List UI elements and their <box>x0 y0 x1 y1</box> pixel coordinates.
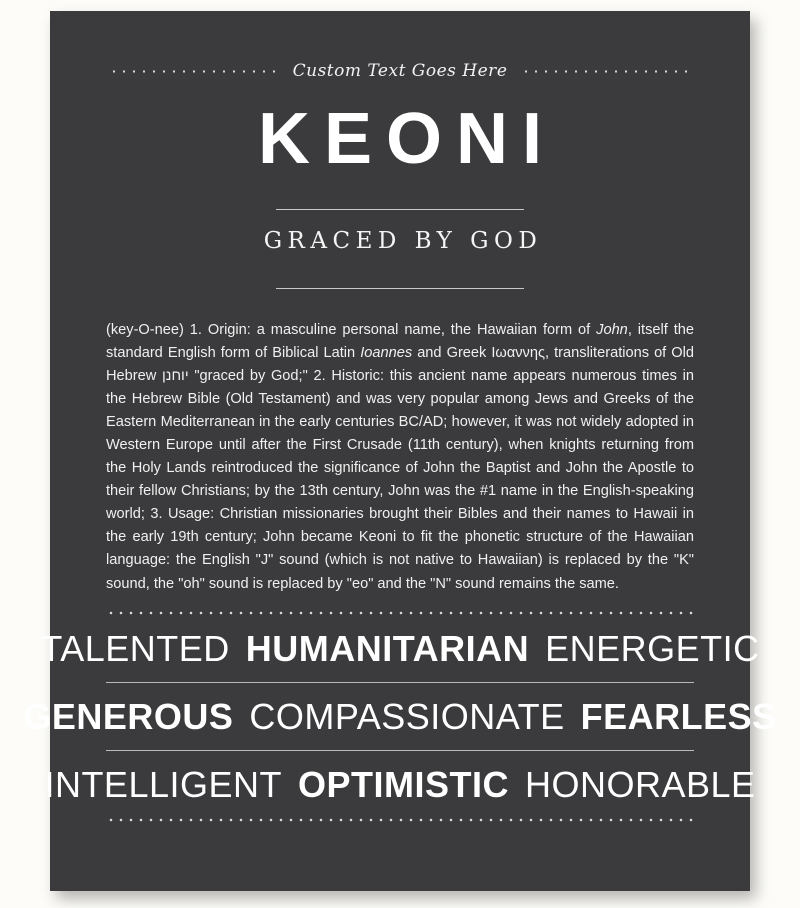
name-description: (key-O-nee) 1. Origin: a masculine personal name, the Hawaiian form of John, itself the standard English form of Biblical Latin Ioannes and Greek Ιωαννης, transliterations of Old Hebrew יוחנן "graced by God;" 2. Historic: this ancient name appears numerous times in the Hebrew Bible (Old Testament) and was very popular among Jews and Greeks of the Eastern Mediterranean in the early centuries BC/AD; however, it was not widely adopted in Western Europe until after the First Crusade (11th century), when knights returning from the Holy Lands reintroduced the significance of John the Baptist and John the Apostle to their fellow Christians; by the 13th century, John was the #1 name in the English-speaking world; 3. Usage: Christian missionaries brought their Bibles and their names to Hawaii in the early 19th century; John became Keoni to fit the phonetic structure of the Hawaiian language: the English "J" sound (which is not native to Hawaiian) is replaced by the "K" sound, the "oh" sound is replaced by "eo" and the "N" sound remains the same. <box>106 322 694 592</box>
trait-row-1 <box>40 615 760 682</box>
trait-row-2 <box>23 683 777 750</box>
name-meaning: GRACED BY GOD <box>263 228 543 254</box>
rule-below-meaning-wrap <box>78 288 722 289</box>
trait-word: INTELLIGENT <box>44 764 282 805</box>
poster-content <box>23 11 777 891</box>
trait-word: FEARLESS <box>580 696 777 737</box>
poster-name: KEONI <box>257 99 557 179</box>
trait-word: TALENTED <box>40 628 230 669</box>
trait-word: ENERGETIC <box>545 628 760 669</box>
rule-above-meaning-wrap <box>78 209 722 210</box>
custom-text: Custom Text Goes Here <box>292 61 508 81</box>
traits-section <box>23 611 777 822</box>
rule-above-meaning <box>276 209 524 210</box>
rule-below-meaning <box>276 288 524 289</box>
trait-word: OPTIMISTIC <box>298 764 509 805</box>
trait-word: HUMANITARIAN <box>245 628 530 669</box>
trait-word: GENEROUS <box>23 696 234 737</box>
traits-bottom-dotted-rule <box>106 818 694 822</box>
trait-word: HONORABLE <box>525 764 756 805</box>
dotted-divider-right <box>521 70 691 73</box>
name-art-poster <box>23 11 777 891</box>
trait-word: COMPASSIONATE <box>249 696 565 737</box>
custom-text-row <box>78 61 722 81</box>
dotted-divider-left <box>109 70 279 73</box>
trait-row-3 <box>44 751 756 818</box>
